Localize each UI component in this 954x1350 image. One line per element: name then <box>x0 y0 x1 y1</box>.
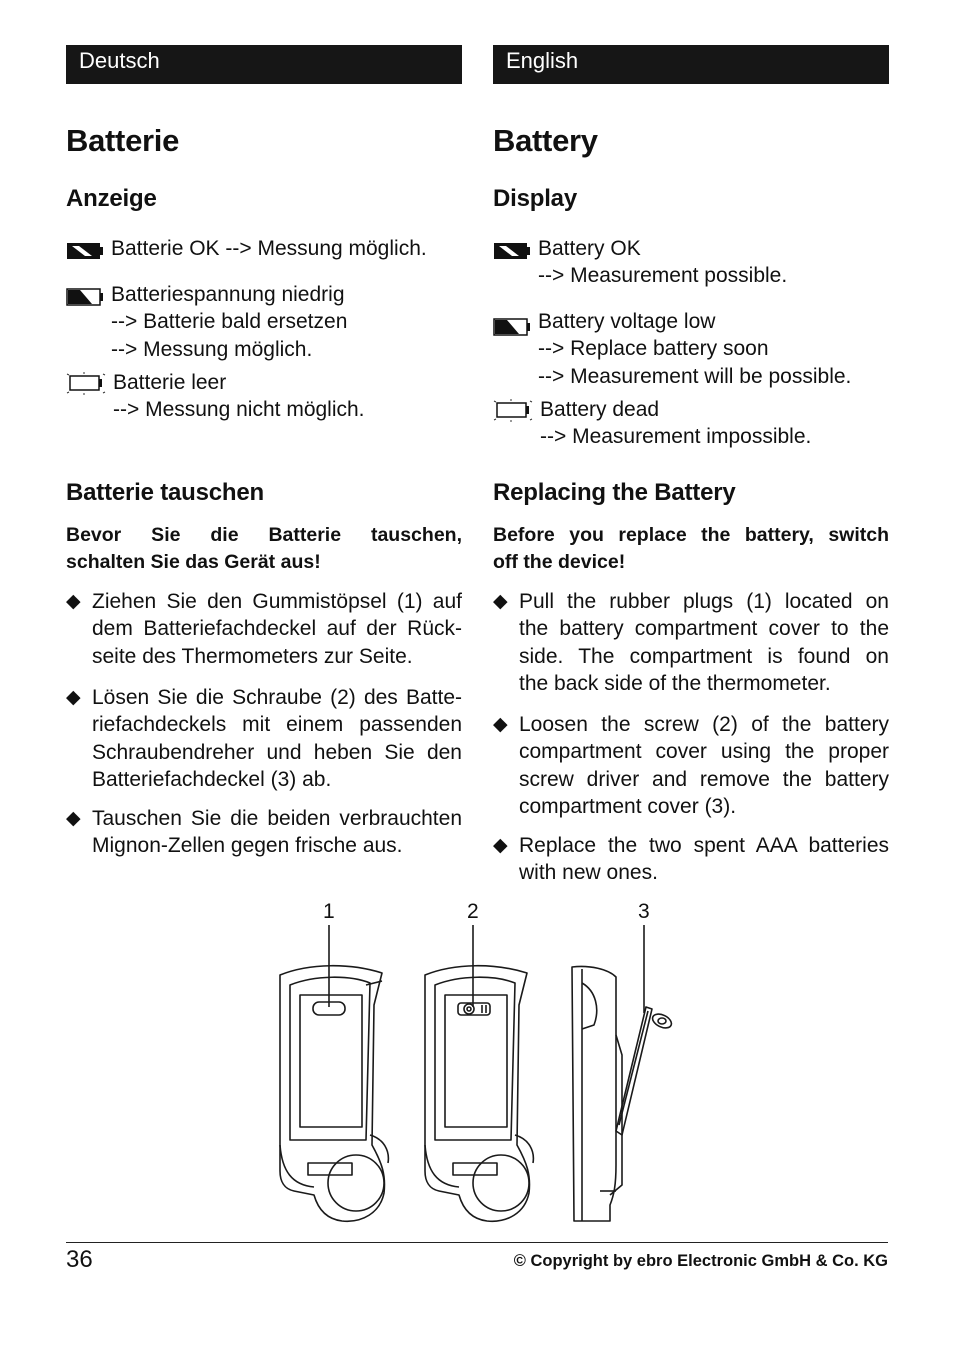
page-title-english: Battery <box>493 123 598 158</box>
column-german <box>66 45 462 858</box>
bullet-diamond-icon: ◆ <box>66 591 81 612</box>
footer-divider <box>66 1242 888 1243</box>
bullet-diamond-icon: ◆ <box>493 835 508 856</box>
battery-low-icon <box>493 318 531 336</box>
bullet-diamond-icon: ◆ <box>493 714 508 735</box>
bullet-diamond-icon: ◆ <box>493 591 508 612</box>
screw-icon <box>464 1004 474 1014</box>
step-1-german: ◆ Ziehen Sie den Gummistöpsel (1) auf dem Batteriefachdeckel auf der Rück- seite des Thermometers zur Seite. <box>66 590 462 668</box>
status-ok-text-german: Batterie OK --> Messung möglich. <box>111 237 427 260</box>
device-side-view <box>572 966 616 1221</box>
warning-text-english: Before you replace the battery, switch off the device! <box>493 524 889 573</box>
step-1-english: ◆ Pull the rubber plugs (1) located on the battery compartment cover to the side. The compartment is found on the back side of the thermometer. <box>493 590 889 695</box>
page-title-german: Batterie <box>66 123 180 158</box>
replace-heading-english: Replacing the Battery <box>493 479 736 506</box>
figure-label-3: 3 <box>638 900 650 923</box>
copyright-notice: © Copyright by ebro Electronic GmbH & Co. KG <box>513 1252 888 1270</box>
battery-empty-icon <box>66 372 104 390</box>
status-dead-text-english: Battery dead --> Measurement impossible. <box>540 398 812 449</box>
figure-label-2: 2 <box>467 900 479 923</box>
display-heading-german: Anzeige <box>66 185 157 212</box>
status-ok-text-english: Battery OK --> Measurement possible. <box>538 237 788 288</box>
step-2-english: ◆ Loosen the screw (2) of the battery compartment cover using the proper screw driver and remove the battery compartment cover (3). <box>493 713 889 818</box>
status-dead-text-german: Batterie leer --> Messung nicht möglich. <box>113 371 365 422</box>
figure-label-1: 1 <box>323 900 335 923</box>
step-3-english: ◆ Replace the two spent AAA batteries with new ones. <box>493 834 889 885</box>
page-number: 36 <box>66 1246 93 1273</box>
display-heading-english: Display <box>493 185 577 212</box>
language-bar-german: Deutsch <box>66 45 462 84</box>
status-low-text-english: Battery voltage low --> Replace battery soon --> Measurement will be possible. <box>538 310 852 388</box>
bullet-diamond-icon: ◆ <box>66 808 81 829</box>
battery-low-icon <box>66 288 104 306</box>
step-2-german: ◆ Lösen Sie die Schraube (2) des Batte- riefachdeckels mit einem passenden Schraubendreher und heben Sie den Batteriefachdeckel (3) ab. <box>66 686 462 791</box>
battery-full-icon <box>66 242 104 260</box>
bullet-diamond-icon: ◆ <box>66 687 81 708</box>
step-3-german: ◆ Tauschen Sie die beiden verbrauchten Mignon-Zellen gegen frische aus. <box>66 807 462 858</box>
battery-full-icon <box>493 242 531 260</box>
status-low-text-german: Batteriespannung niedrig --> Batterie bald ersetzen --> Messung möglich. <box>111 283 348 361</box>
column-english <box>493 45 889 885</box>
language-bar-english: English <box>493 45 889 84</box>
battery-replacement-figure <box>270 895 690 1230</box>
warning-text-german: Bevor Sie die Batterie tauschen, schalten Sie das Gerät aus! <box>66 524 462 573</box>
thermometer-drawing <box>270 895 690 1230</box>
replace-heading-german: Batterie tauschen <box>66 479 264 506</box>
battery-empty-icon <box>493 399 531 417</box>
